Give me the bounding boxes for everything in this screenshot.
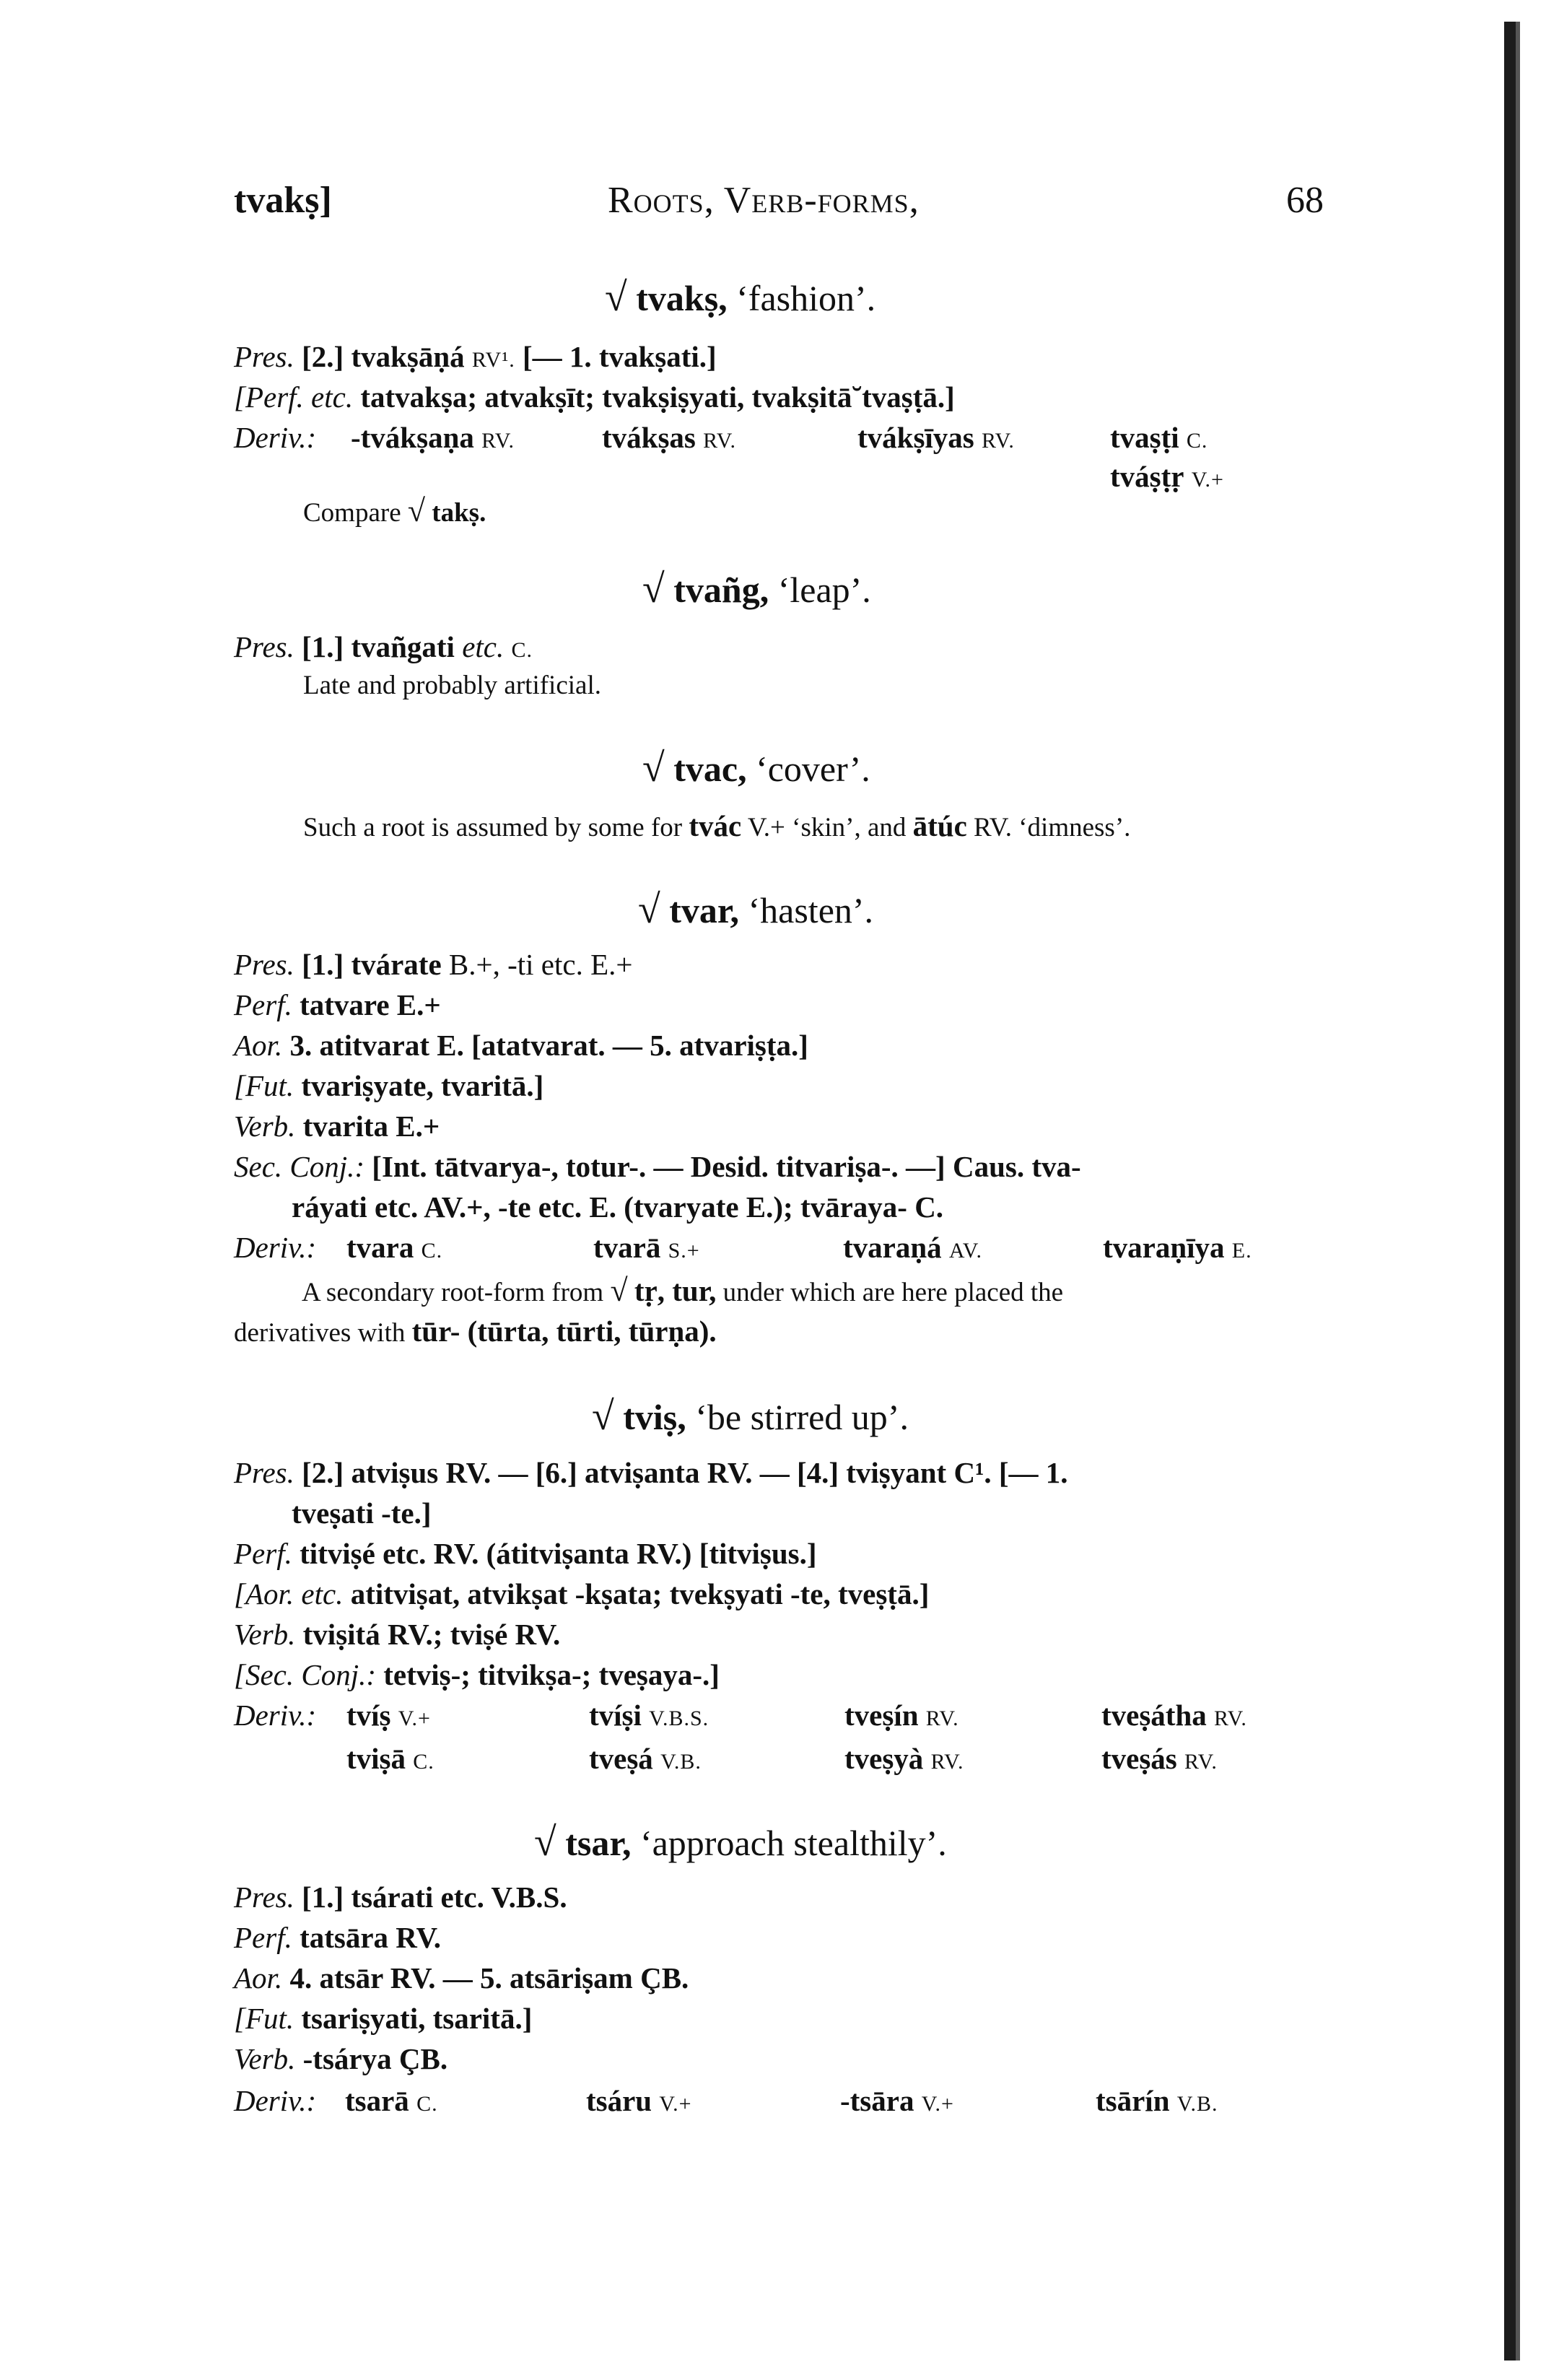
- tvis-deriv-item: tveṣátha RV.: [1101, 1699, 1247, 1732]
- tvis-deriv-item: tveṣyà RV.: [844, 1742, 964, 1775]
- root-heading-tvang: √ tvañg, ‘leap’.: [642, 567, 871, 611]
- tvar-deriv-label: Deriv.:: [234, 1231, 317, 1264]
- tsar-deriv-item: tsáru V.+: [586, 2084, 692, 2117]
- tvaks-deriv-item: tvákṣas RV.: [602, 421, 737, 454]
- root-sign-icon: √: [642, 567, 665, 611]
- tvis-deriv-item: tveṣá V.B.: [589, 1742, 702, 1775]
- tvaks-deriv-item: tvákṣīyas RV.: [857, 421, 1015, 454]
- root-sign-icon: √: [592, 1394, 614, 1439]
- tsar-perfect: Perf. tatsāra RV.: [234, 1921, 442, 1954]
- tsar-future: [Fut. tsariṣyati, tsaritā.]: [234, 2002, 533, 2035]
- running-head: tvakṣ]: [234, 180, 332, 221]
- page-number: 68: [1286, 180, 1324, 221]
- tsar-verbal: Verb. -tsárya ÇB.: [234, 2042, 448, 2075]
- tvaks-present: Pres. [2.] tvakṣāṇá RV¹. [— 1. tvakṣati.]: [234, 340, 717, 373]
- tvaks-deriv-label: Deriv.:: [234, 421, 317, 454]
- root-sign-icon: √: [638, 887, 660, 932]
- root-heading-tsar: √ tsar, ‘approach stealthily’.: [534, 1820, 947, 1865]
- page-title: Roots, Verb-forms,: [608, 180, 920, 221]
- tsar-deriv-item: -tsāra V.+: [840, 2084, 954, 2117]
- tvar-deriv-item: tvarā S.+: [593, 1231, 700, 1264]
- tsar-deriv-item: tsarā C.: [345, 2084, 438, 2117]
- tvis-deriv-item: tviṣā C.: [346, 1742, 434, 1775]
- tvaks-perfect: [Perf. etc. tatvakṣa; atvakṣīt; tvakṣiṣyati, tvakṣitā˘tvaṣṭā.]: [234, 380, 955, 414]
- tvis-verbal: Verb. tviṣitá RV.; tviṣé RV.: [234, 1618, 561, 1651]
- tvis-secondary: [Sec. Conj.: tetviṣ-; titvikṣa-; tveṣaya-.]: [234, 1658, 720, 1691]
- tvar-secondary: Sec. Conj.: [Int. tātvarya-, totur-. — Desid. titvariṣa-. —] Caus. tva-: [234, 1150, 1081, 1183]
- tvar-note: A secondary root-form from √ tṛ, tur, under which are here placed the: [302, 1273, 1064, 1308]
- tvis-deriv-item: tveṣás RV.: [1101, 1742, 1218, 1775]
- tvar-present: Pres. [1.] tvárate B.+, -ti etc. E.+: [234, 948, 633, 981]
- tvaks-deriv-item: -tvákṣaṇa RV.: [351, 421, 515, 454]
- tsar-deriv-item: tsārín V.B.: [1096, 2084, 1218, 2117]
- tvaks-compare: Compare √ takṣ.: [303, 493, 486, 528]
- root-heading-tvaks: √ tvakṣ, ‘fashion’.: [605, 275, 876, 320]
- tsar-aorist: Aor. 4. atsār RV. — 5. atsāriṣam ÇB.: [234, 1961, 689, 1995]
- tvar-verbal: Verb. tvarita E.+: [234, 1110, 440, 1143]
- tvis-deriv-item: tvíṣi V.B.S.: [589, 1699, 709, 1732]
- root-sign-icon: √: [610, 1273, 628, 1308]
- tvar-deriv-item: tvara C.: [346, 1231, 443, 1264]
- tvis-perfect: Perf. titviṣé etc. RV. (átitviṣanta RV.) [titviṣus.]: [234, 1537, 817, 1570]
- root-heading-tvis: √ tviṣ, ‘be stirred up’.: [592, 1394, 909, 1439]
- tvar-secondary-cont: ráyati etc. AV.+, -te etc. E. (tvaryate E.); tvāraya- C.: [292, 1190, 944, 1224]
- root-heading-tvar: √ tvar, ‘hasten’.: [638, 887, 874, 932]
- tvar-perfect: Perf. tatvare E.+: [234, 988, 441, 1021]
- tvar-aorist: Aor. 3. atitvarat E. [atatvarat. — 5. atvariṣṭa.]: [234, 1029, 808, 1062]
- root-sign-icon: √: [642, 746, 665, 790]
- root-sign-icon: √: [407, 493, 426, 528]
- tvis-present-cont: tveṣati -te.]: [292, 1496, 432, 1530]
- root-heading-tvac: √ tvac, ‘cover’.: [642, 746, 870, 790]
- tsar-present: Pres. [1.] tsárati etc. V.B.S.: [234, 1880, 567, 1914]
- tvis-deriv-label: Deriv.:: [234, 1699, 317, 1732]
- root-sign-icon: √: [534, 1820, 556, 1865]
- tvis-present: Pres. [2.] atviṣus RV. — [6.] atviṣanta RV. — [4.] tviṣyant C¹. [— 1.: [234, 1456, 1068, 1489]
- tvar-deriv-item: tvaraṇīya E.: [1103, 1231, 1252, 1264]
- tvar-deriv-item: tvaraṇá AV.: [843, 1231, 983, 1264]
- tvar-future: [Fut. tvariṣyate, tvaritā.]: [234, 1069, 544, 1102]
- tvis-aorist: [Aor. etc. atitviṣat, atvikṣat -kṣata; tvekṣyati -te, tveṣṭā.]: [234, 1577, 930, 1610]
- tvaks-deriv-item: tváṣṭṛ V.+: [1110, 460, 1224, 493]
- tvang-present: Pres. [1.] tvañgati etc. C.: [234, 630, 533, 663]
- tvaks-deriv-item: tvaṣṭi C.: [1110, 421, 1208, 454]
- tsar-deriv-label: Deriv.:: [234, 2084, 317, 2117]
- tvis-deriv-item: tvíṣ V.+: [346, 1699, 431, 1732]
- tvis-deriv-item: tveṣín RV.: [844, 1699, 959, 1732]
- root-sign-icon: √: [605, 275, 627, 320]
- tvang-note: Late and probably artificial.: [303, 671, 601, 700]
- tvar-note-cont: derivatives with tūr- (tūrta, tūrti, tūrṇa).: [234, 1315, 717, 1348]
- tvac-note: Such a root is assumed by some for tvác V.+ ‘skin’, and ātúc RV. ‘dimness’.: [303, 809, 1131, 842]
